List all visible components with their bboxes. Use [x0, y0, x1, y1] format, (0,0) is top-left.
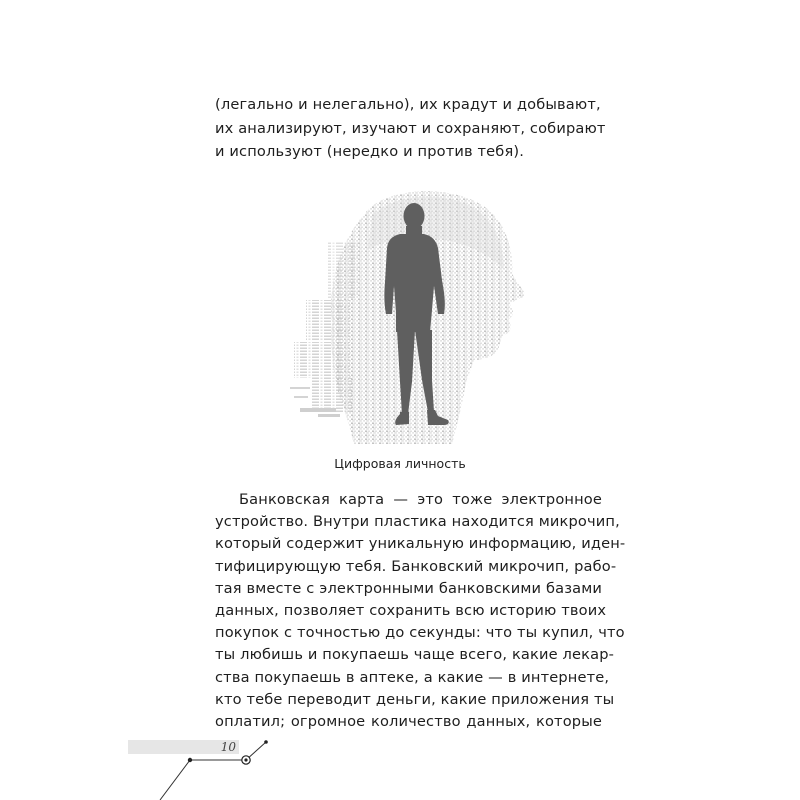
text-line: кто тебе переводит деньги, какие приложения ты — [215, 690, 615, 708]
text-line: устройство. Внутри пластика находится микрочип, — [215, 513, 620, 531]
text-line: покупок с точностью до секунды: что ты купил, что — [215, 624, 625, 642]
text-line: их анализируют, изучают и сохраняют, собирают — [215, 119, 606, 137]
text-line: который содержит уникальную информацию, иден- — [215, 535, 626, 553]
body-paragraph — [215, 489, 626, 733]
page-number: 10 — [220, 740, 236, 754]
text-line: (легально и нелегально), их крадут и добывают, — [215, 96, 601, 113]
text-line: Банковская карта — это тоже электронное — [239, 491, 602, 508]
data-streaks — [306, 300, 350, 340]
digital-identity-illustration — [288, 182, 528, 452]
text-line: ты любишь и покупаешь чаще всего, какие лекар- — [215, 646, 615, 664]
text-line: тифицирующую тебя. Банковский микрочип, рабо- — [215, 557, 617, 575]
top-paragraph — [215, 93, 615, 164]
node-dot-icon — [188, 758, 192, 762]
end-node-icon — [264, 740, 268, 744]
text-line: ства покупаешь в аптеке, а какие — в интернете, — [215, 668, 610, 686]
text-line: данных, позволяет сохранить всю историю твоих — [215, 602, 607, 620]
text-line: и используют (нередко и против тебя). — [215, 143, 525, 160]
figure-caption: Цифровая личность — [334, 456, 466, 471]
text-line: оплатил; огромное количество данных, которые — [215, 713, 602, 731]
text-line: тая вместе с электронными банковскими базами — [215, 579, 602, 597]
circuit-line-decoration — [150, 735, 280, 800]
